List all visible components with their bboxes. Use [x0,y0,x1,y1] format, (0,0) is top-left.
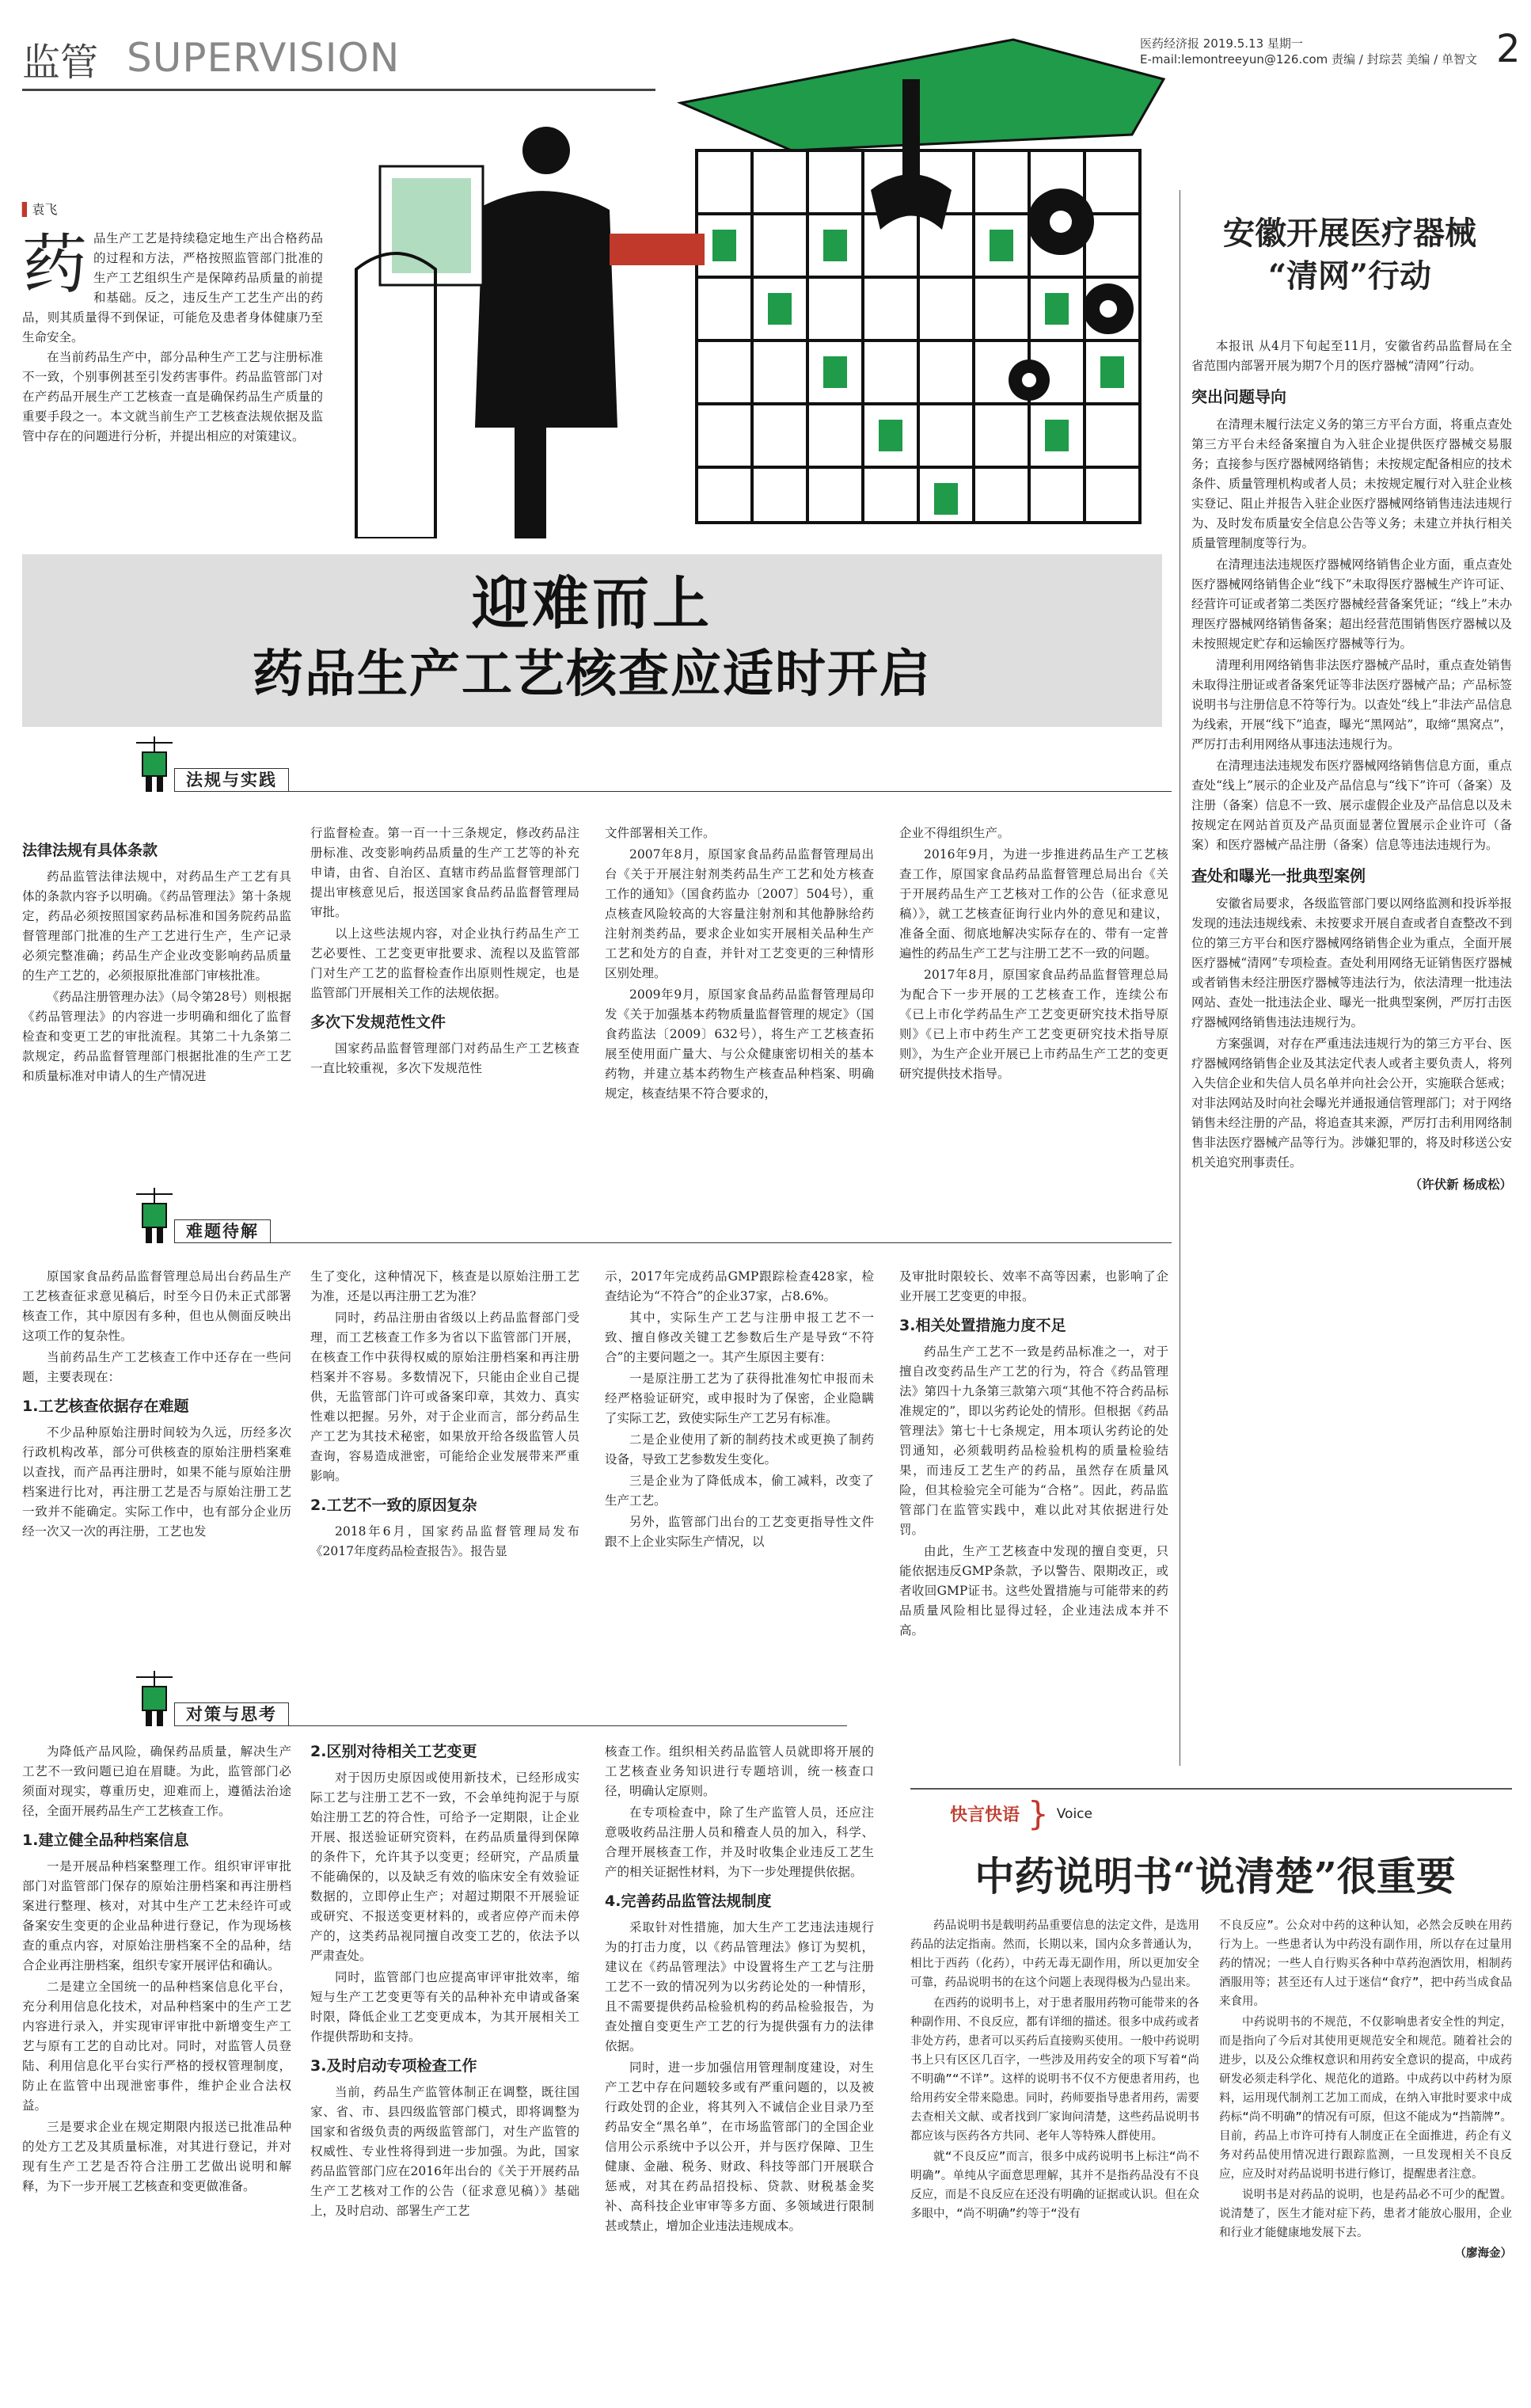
section-label-1: 法规与实践 [174,768,289,792]
subhead: 3.相关处置措施力度不足 [899,1317,1066,1334]
paragraph: 在清理违法违规发布医疗器械网络销售信息方面，重点查处“线上”展示的企业及产品信息与“线下”许可（备案）及注册（备案）信息不一致、展示虚假企业及产品信息以及未按规定在网站首页及产品页面显著位置展示企业许可（备案）和医疗器械产品注册（备案）信息等违法违规行为。 [1191,759,1512,852]
subhead: 突出问题导向 [1191,387,1286,406]
subhead: 1.工艺核查依据存在难题 [22,1398,189,1415]
paragraph: 不少品种原始注册时间较为久远，历经多次行政机构改革，部分可供核查的原始注册档案难以查找，而产品再注册时，如果不能与原始注册档案进行比对，再注册工艺是否与原始注册工艺一致并不能确定。实际工作中，也有部分企业历经一次又一次的再注册，工艺也发 [22,1425,291,1539]
paragraph: 国家药品监督管理部门对药品生产工艺核查一直比较重视，多次下发规范性 [310,1041,579,1075]
paragraph: 安徽省局要求，各级监管部门要以网络监测和投诉举报发现的违法违规线索、未按要求开展自查或者自查整改不到位的第三方平台和医疗器械网络销售企业为重点，全面开展医疗器械“清网”专项检查。查处利用网络无证销售医疗器械或者销售未经注册医疗器械等违法行为，依法清理一批违法网站、查处一批违法企业、曝光一批典型案例，严厉打击医疗器械网络销售违法违规行为。 [1191,896,1512,1029]
headline-line-2: 药品生产工艺核查应适时开启 [253,645,932,704]
paragraph: 其中，实际生产工艺与注册申报工艺不一致、擅自修改关键工艺参数后生产是导致“不符合”的主要问题之一。其产生原因主要有： [605,1311,874,1364]
paragraph: 在西药的说明书上，对于患者服用药物可能带来的各种副作用、不良反应，都有详细的描述。很多中成药或者非处方药，患者可以买药后直接购买使用。一般中药说明书上只有区区几百字，一些涉及用药安全的项下写着“尚不明确”“不详”。这样的说明书不仅不方便患者用药，也给用药安全带来隐患。同时，药师要指导患者用药，需要去查相关文献、或者找到厂家询问清楚，这些药品说明书都应该与医药各方共同、老年人等特殊人群使用。 [910,1997,1199,2143]
paragraph: 中药说明书的不规范，不仅影响患者安全性的判定，而是指向了今后对其使用更规范安全和规范。随着社会的进步，以及公众维权意识和用药安全意识的提高，中成药研发必须走科学化、规范化的道路。中成药以中药材为原料，运用现代制剂工艺加工而成，在纳入审批时要求中成药标“尚不明确”的情况有可原，但这不能成为“挡箭牌”。目前，药品上市许可持有人制度正在全面推进，药企有义务对药品使用情况进行跟踪监测，一旦发现相关不良反应，应及时对药品说明书进行修订，提醒患者注意。 [1219,2016,1512,2181]
section-header-3 [135,1671,847,1726]
robot-icon [135,1188,174,1243]
voice-header [950,1794,1092,1833]
issue-date: 医药经济报 2019.5.13 星期一 [1140,36,1303,51]
paragraph: 2007年8月，原国家食品药品监督管理局出台《关于开展注射剂类药品生产工艺和处方核查工作的通知》（国食药监办〔2007〕504号），重点核查风险较高的大容量注射剂和其他静脉给药注射剂类药品，要求企业如实开展相关品种生产工艺和处方的自查，并针对工艺变更的三种情形区别处理。 [605,847,874,980]
voice-column-2 [1219,1916,1512,2265]
author-byline: ▌袁飞 [22,202,58,217]
paragraph: 就“不良反应”而言，很多中成药说明书上标注“尚不明确”。单纯从字面意思理解，其并不是指药品没有不良反应，而是不良反应在还没有明确的证据或认识。但在众多眼中，“尚不明确”约等于“没有 [910,2151,1199,2220]
sidebar-headline: 安徽开展医疗器械 “清网”行动 [1223,215,1476,295]
paragraph: 2017年8月，原国家食品药品监督管理总局为配合下一步开展的工艺核查工作，连续公布《已上市化学药品生产工艺变更研究技术指导原则》《已上市中药生产工艺变更研究技术指导原则》，为生产企业开展已上市药品生产工艺的变更研究提供技术指导。 [899,968,1168,1081]
robot-icon [135,1671,174,1726]
paragraph: 清理利用网络销售非法医疗器械产品时，重点查处销售未取得注册证或者备案凭证等非法医疗器械产品；产品标签说明书与注册信息不符等行为。以查处“线上”非法产品信息为线索，开展“线下”追查，曝光“黑网站”，取缔“黑窝点”，严厉打击利用网络从事违法违规行为。 [1191,658,1512,751]
paragraph: 不良反应”。公众对中药的这种认知，必然会反映在用药行为上。一些患者认为中药没有副作用，所以存在过量用药的情况；一些人自行购买各种中草药泡酒饮用，相制药酒服用等；甚至还有人过于迷信“食疗”，把中药当成食品来食用。 [1219,1919,1512,2008]
subhead: 2.区别对待相关工艺变更 [310,1743,477,1760]
paragraph: 核查工作。组织相关药品监管人员就即将开展的工艺核查业务知识进行专题培训，统一核查口径，明确认定原则。 [605,1744,874,1798]
paragraph: 2016年9月，为进一步推进药品生产工艺核查工作，原国家食品药品监督管理总局出台《关于开展药品生产工艺核对工作的公告（征求意见稿）》，就工艺核查征询行业内外的意见和建议，准备全面、彻底地解决实际存在的、带有一定普遍性的药品生产工艺与注册工艺不一致的问题。 [899,847,1168,961]
paragraph: 一是原注册工艺为了获得批准匆忙申报而未经严格验证研究，或申报时为了保密，企业隐瞒了实际工艺，致使实际生产工艺另有标准。 [605,1371,874,1425]
s2-column-3 [605,1267,874,1554]
paragraph: 在清理未履行法定义务的第三方平台方面，将重点查处第三方平台未经备案擅自为入驻企业提供医疗器械交易服务；直接参与医疗器械网络销售；未按规定配备相应的技术条件、质量管理机构或者人员；未按规定履行对入驻企业核实登记、阻止并报告入驻企业医疗器械网络销售违法违规行为、及时发布质量安全信息公告等义务；未建立并执行相关质量管理制度等行为。 [1191,417,1512,550]
paragraph: 三是要求企业在规定期限内报送已批准品种的处方工艺及其质量标准，对其进行登记，并对现有生产工艺是否符合注册工艺做出说明和解释，为下一步开展工艺核查和变更做准备。 [22,2120,291,2193]
paragraph: 2009年9月，原国家食品药品监督管理局印发《关于加强基本药物质量监督管理的规定》（国食药监法〔2009〕632号），将生产工艺核查拓展至使用面广量大、与公众健康密切相关的基本药物，并建立基本药物生产核查品种档案、明确规定，核查结果不符合要求的， [605,987,874,1101]
s3-column-3 [605,1742,874,2238]
s3-column-2 [310,1742,579,2223]
paragraph: 药品说明书是载明药品重要信息的法定文件，是选用药品的法定指南。然而，长期以来，国内众多普通认为，相比于西药（化药），中药无毒无副作用，所以更加安全可靠，药品说明书的在这个问题上表现得极为凸显出来。 [910,1919,1199,1989]
paragraph: 企业不得组织生产。 [899,826,1010,840]
byline: （廖海金） [1454,2247,1512,2260]
paragraph: 由此，生产工艺核查中发现的擅自变更，只能依据违反GMP条款，予以警告、限期改正，或者收回GMP证书。这些处置措施与可能带来的药品质量风险相比显得过轻，企业违法成本并不高。 [899,1544,1168,1638]
paragraph: 以上这些法规内容，对企业执行药品生产工艺必要性、工艺变更审批要求、流程以及监管部门对生产工艺的监督检查作出原则性规定，也是监管部门开展相关工作的法规依据。 [310,926,579,1000]
voice-rule [910,1788,1512,1790]
paragraph: 行监督检查。第一百一十三条规定，修改药品注册标准、改变影响药品质量的生产工艺等的补充申请，由省、自治区、直辖市药品监督管理部门提出审核意见后，报送国家食品药品监督管理局审批。 [310,826,579,919]
paragraph: 采取针对性措施，加大生产工艺违法违规行为的打击力度，以《药品管理法》修订为契机，建议在《药品管理法》中设置将生产工艺与注册工艺不一致的情况列为以劣药论处的一种情形，且不需要提供药品检验机构的药品检验报告，为查处擅自变更生产工艺的行为提供强有力的法律依据。 [605,1920,874,2053]
paragraph: 对于因历史原因或使用新技术，已经形成实际工艺与注册工艺不一致，不会单纯拘泥于与原始注册工艺的符合性，可给予一定期限，让企业开展、报送验证研究资料，在药品质量得到保障的条件下，允许其予以变更；经研究，产品质量不能确保的，以及缺乏有效的临床安全有效验证数据的，立即停止生产；对超过期限不开展验证或研究、不报送变更材料的，或者应停产而未停产的，这类药品视同擅自改变工艺的，依法予以严肃查处。 [310,1771,579,1963]
section-header-1 [135,736,1172,792]
paragraph: 二是企业使用了新的制药技术或更换了制药设备，导致工艺参数发生变化。 [605,1432,874,1466]
intro-block [22,200,323,448]
drop-cap: 药 [22,227,88,302]
paragraph: 另外，监管部门出台的工艺变更指导性文件跟不上企业实际生产情况，以 [605,1515,874,1549]
lead: 本报讯 从4月下旬起至11月，安徽省药品监督局在全省范围内部署开展为期7个月的医疗器械“清网”行动。 [1191,339,1512,373]
robot-icon [135,736,174,792]
s2-column-1 [22,1267,291,1543]
s2-column-2 [310,1267,579,1563]
byline: （许伏新 杨成松） [1409,1177,1512,1192]
factory-illustration [348,32,1211,538]
paragraph: 同时，药品注册由省级以上药品监督部门受理，而工艺核查工作多为省以下监管部门开展，在核查工作中获得权威的原始注册档案和再注册档案并不容易。多数情况下，只能由企业自己提供，无监管部门许可或备案印章，其效力、真实性难以把握。另外，对于企业而言，部分药品生产工艺为其技术秘密，如果放开给各级监管人员查询，容易造成泄密，可能给企业发展带来严重影响。 [310,1311,579,1483]
subhead: 2.工艺不一致的原因复杂 [310,1497,477,1514]
paragraph: 在专项检查中，除了生产监管人员，还应注意吸收药品注册人员和稽查人员的加入，科学、合理开展核查工作，并及时收集企业违反工艺生产的相关证据性材料，为下一步处理提供依据。 [605,1805,874,1879]
editor-contact: E-mail:lemontreeyun@126.com 责编 / 封琮芸 美编 / 单智文 [1140,52,1477,67]
sidebar-article [1191,337,1512,1196]
voice-label: 快言快语 [950,1805,1020,1825]
s1-column-4 [899,824,1168,1086]
headline-line-1: 迎难而上 [471,569,712,637]
section-label-3: 对策与思考 [174,1702,289,1726]
paragraph: 当前，药品生产监管体制正在调整，既往国家、省、市、县四级监管部门模式，即将调整为国家和省级负责的两级监管部门，对生产监管的权威性、专业性将得到进一步加强。为此，国家药品监管部门应在2016年出台的《关于开展药品生产工艺核对工作的公告（征求意见稿）》基础上，及时启动、部署生产工艺 [310,2085,579,2218]
brace-icon: } [1028,1794,1049,1833]
paragraph: 示，2017年完成药品GMP跟踪检查428家，检查结论为“不符合”的企业37家，占8.6%。 [605,1269,874,1303]
s1-column-3 [605,824,874,1105]
intro-paragraph-1: 品生产工艺是持续稳定地生产出合格药品的过程和方法，严格按照监管部门批准的生产工艺组织生产是保障药品质量的前提和基础。反之，违反生产工艺生产出的药品，则其质量得不到保证，可能危及患者身体健康乃至生命安全。 [22,231,323,344]
section-header-2 [135,1188,1172,1243]
paragraph: 《药品注册管理办法》（局令第28号）则根据《药品管理法》的内容进一步明确和细化了监督检查和变更工艺的审批流程。其第二十九条第二款规定，药品监督管理部门根据批准的生产工艺和质量标准对申请人的生产情况进 [22,990,291,1083]
paragraph: 药品监管法律法规中，对药品生产工艺有具体的条款内容予以明确。《药品管理法》第十条规定，药品必须按照国家药品标准和国务院药品监督管理部门批准的生产工艺进行生产，生产记录必须完整准确；药品生产企业改变影响药品质量的生产工艺的，必须报原批准部门审核批准。 [22,869,291,983]
paragraph: 说明书是对药品的说明，也是药品必不可少的配置。说清楚了，医生才能对症下药，患者才能放心服用，企业和行业才能健康地发展下去。 [1219,2189,1512,2239]
voice-label-en: Voice [1056,1805,1092,1822]
paragraph: 在清理违法违规医疗器械网络销售企业方面，重点查处医疗器械网络销售企业“线下”未取得医疗器械生产许可证、经营许可证或者第二类医疗器械经营备案凭证；“线上”未办理医疗器械网络销售备案；超出经营范围销售医疗器械以及未按照规定贮存和运输医疗器械等行为。 [1191,557,1512,651]
paragraph: 同时，监管部门也应提高审评审批效率，缩短与生产工艺变更等有关的品种补充申请或备案时限，降低企业工艺变更成本，为其开展相关工作提供帮助和支持。 [310,1970,579,2044]
s1-column-1 [22,831,291,1088]
paragraph: 原国家食品药品监督管理总局出台药品生产工艺核查征求意见稿后，时至今日仍未正式部署核查工作，其中原因有多种，但也从侧面反映出这项工作的复杂性。 [22,1269,291,1343]
section-label-2: 难题待解 [174,1219,271,1243]
paragraph: 同时，进一步加强信用管理制度建设，对生产工艺中存在问题较多或有严重问题的，以及被行政处罚的企业，将其列入不诚信企业目录乃至药品安全“黑名单”，在市场监管部门的全国企业信用公示系统中予以公开，并与医疗保障、卫生健康、金融、税务、财政、科技等部门开展联合惩戒，对其在药品招投标、贷款、财税基金奖补、高科技企业审审等多方面、多领域进行限制甚或禁止，增加企业违法违规成本。 [605,2060,874,2233]
intro-paragraph-2: 在当前药品生产中，部分品种生产工艺与注册标准不一致，个别事例甚至引发药害事件。药品监管部门对在产药品开展生产工艺核查一直是确保药品生产质量的重要手段之一。本文就当前生产工艺核查法规依据及监管中存在的问题进行分析，并提出相应的对策建议。 [22,350,323,443]
paragraph: 文件部署相关工作。 [605,826,716,840]
subhead: 法律法规有具体条款 [22,842,158,859]
subhead: 查处和曝光一批典型案例 [1191,866,1366,885]
paragraph: 三是企业为了降低成本，偷工减料，改变了生产工艺。 [605,1474,874,1508]
subhead: 多次下发规范性文件 [310,1014,446,1031]
paragraph: 为降低产品风险，确保药品质量，解决生产工艺不一致问题已迫在眉睫。为此，监管部门必须面对现实，尊重历史，迎难而上，遵循法治途径，全面开展药品生产工艺核查工作。 [22,1744,291,1818]
paragraph: 生了变化，这种情况下，核查是以原始注册工艺为准，还是以再注册工艺为准？ [310,1269,579,1303]
paragraph: 药品生产工艺不一致是药品标准之一，对于擅自改变药品生产工艺的行为，符合《药品管理法》第四十九条第三款第六项“其他不符合药品标准规定的”，即以劣药论处的情形。但根据《药品管理法》第七十七条规定，用本项认劣药论的处罚通知，必须载明药品检验机构的质量检验结果，而违反工艺生产的药品，虽然存在质量风险，但其检验完全可能为“合格”。因此，药品监管部门在监管实践中，难以此对其依据进行处罚。 [899,1345,1168,1537]
s3-column-1 [22,1742,291,2198]
subhead: 1.建立健全品种档案信息 [22,1832,189,1849]
paragraph: 2018年6月，国家药品监督管理局发布《2017年度药品检查报告》。报告显 [310,1524,579,1558]
paragraph: 当前药品生产工艺核查工作中还存在一些问题，主要表现在： [22,1350,291,1384]
paragraph: 方案强调，对存在严重违法违规行为的第三方平台、医疗器械网络销售企业及其法定代表人或者主要负责人，将列入失信企业和失信人员名单并向社会公开，实施联合惩戒；对非法网站及时向社会曝光并通报通信管理部门；对于网络销售未经注册的产品，将追查其来源，严厉打击利用网络制售非法医疗器械产品等行为。涉嫌犯罪的，将及时移送公安机关追究刑事责任。 [1191,1037,1512,1170]
section-title-cn: 监管 [22,40,99,85]
subhead: 3.及时启动专项检查工作 [310,2057,477,2075]
paragraph: 及审批时限较长、效率不高等因素，也影响了企业开展工艺变更的申报。 [899,1269,1168,1303]
paragraph: 一是开展品种档案整理工作。组织审评审批部门对监管部门保存的原始注册档案和再注册档案进行整理、核对，对其中生产工艺未经许可或备案安生变更的企业品种进行登记，作为现场核查的重点内容，对原始注册档案不全的品种，结合企业再注册档案，组织专家开展评估和确认。 [22,1859,291,1972]
voice-headline: 中药说明书“说清楚”很重要 [974,1853,1456,1900]
section-title-en: SUPERVISION [127,35,401,81]
subhead: 4.完善药品监管法规制度 [605,1893,772,1910]
voice-column-1 [910,1916,1199,2225]
paragraph: 二是建立全国统一的品种档案信息化平台，充分利用信息化技术，对品种档案中的生产工艺内容进行录入，并实现审评审批中新增变生产工艺与原有工艺的自动比对。同时，对监管人员登陆、利用信息化平台实行严格的授权管理制度，防止在监管中出现泄密事件，维护企业合法权益。 [22,1980,291,2113]
page-number: 2 [1496,27,1521,71]
s2-column-4 [899,1267,1168,1642]
s1-column-2 [310,824,579,1080]
